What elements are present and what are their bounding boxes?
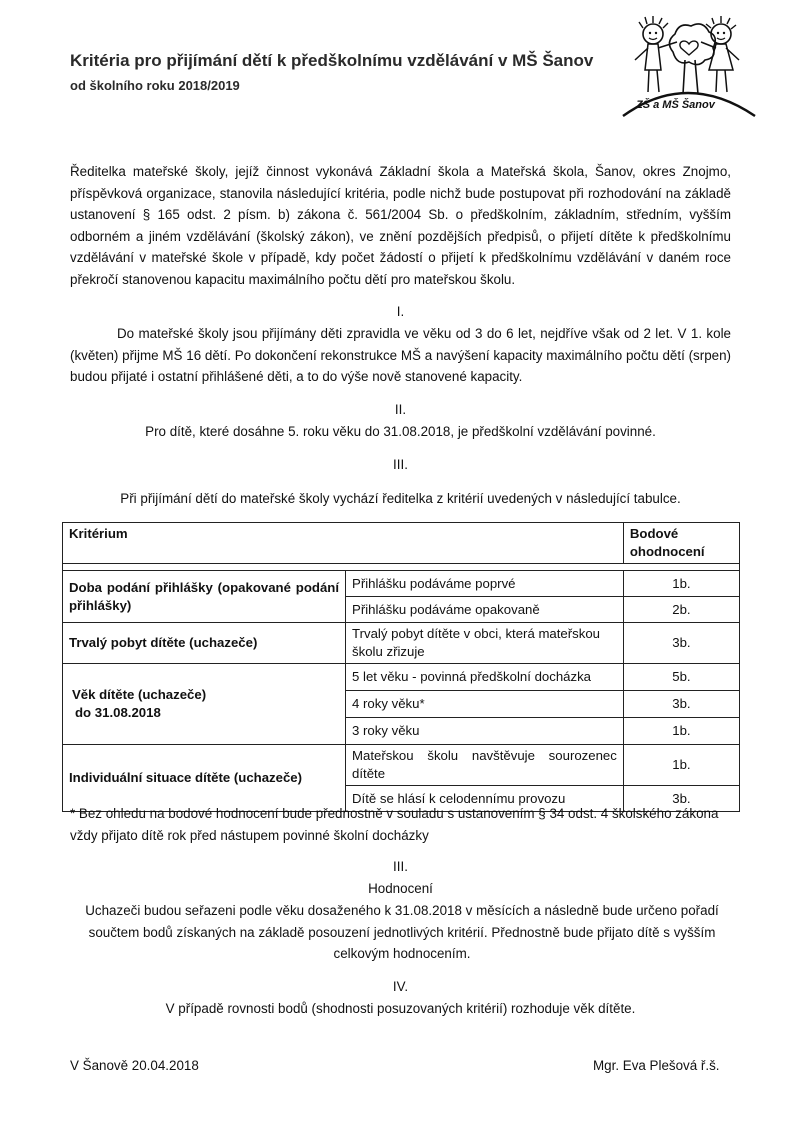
criterion-label: Dítě se hlásí k celodennímu provozu [346, 786, 624, 812]
header-points: Bodové ohodnocení [623, 523, 739, 564]
criterion-points: 5b. [623, 664, 739, 691]
section-5-text: V případě rovnosti bodů (shodnosti posuzovaných kritérií) rozhoduje věk dítěte. [165, 1001, 636, 1016]
criterion-points: 1b. [623, 745, 739, 786]
section-2-text: Pro dítě, které dosáhne 5. roku věku do 31.08.2018, je předškolní vzdělávání povinné. [145, 424, 656, 439]
section-3-text: Při přijímání dětí do mateřské školy vychází ředitelka z kritérií uvedených v následující tabulce. [120, 491, 681, 506]
group-name [63, 571, 346, 623]
criterion-label: 3 roky věku [346, 718, 624, 745]
group-name: Individuální situace dítěte (uchazeče) [63, 745, 346, 812]
signature: Mgr. Eva Plešová ř.š. [593, 1058, 720, 1073]
criterion-points: 3b. [623, 786, 739, 812]
section-5-heading: IV. [392, 979, 409, 994]
group-name-text: Doba podání přihlášky (opakované podání přihlášky) [69, 579, 340, 613]
table-row [63, 745, 740, 786]
criterion-points: 3b. [623, 623, 739, 664]
criterion-points: 1b. [623, 718, 739, 745]
table-row [63, 664, 740, 691]
criterion-label: Přihlášku podáváme poprvé [346, 571, 624, 597]
table-header-row [63, 523, 740, 564]
table-spacer [63, 564, 740, 571]
section-1-heading: I. [396, 304, 405, 319]
section-1-text: Do mateřské školy jsou přijímány děti zpravidla ve věku od 3 do 6 let, nejdříve však od 2 let. V 1. kole (květen) přijme MŠ 16 dětí. Po dokončení rekonstrukce MŠ a navýšení kapacity maximálního počtu dětí (srpen) budou přijaté i ostatní přihlášené děti, a to do výše nově stanovené kapacity. [70, 326, 731, 385]
group-name: Trvalý pobyt dítěte (uchazeče) [63, 623, 346, 664]
criterion-label: Mateřskou školu navštěvuje sourozenec dítěte [346, 745, 624, 786]
criterion-label: Přihlášku podáváme opakovaně [346, 597, 624, 623]
header-criterion: Kritérium [63, 523, 624, 564]
table-row [63, 623, 740, 664]
criterion-points: 3b. [623, 691, 739, 718]
criterion-points: 1b. [623, 571, 739, 597]
logo-caption: ZŠ a MŠ Šanov [636, 99, 715, 111]
criterion-label: 4 roky věku* [346, 691, 624, 718]
table-row [63, 571, 740, 597]
section-4-subheading: Hodnocení [368, 881, 433, 896]
section-2-heading: II. [394, 402, 407, 417]
criteria-table [62, 522, 740, 812]
criterion-points: 2b. [623, 597, 739, 623]
section-4-heading: III. [393, 859, 408, 874]
table-footnote: * Bez ohledu na bodové hodnocení bude přednostně v souladu s ustanovením § 34 odst. 4 školského zákona vždy přijato dítě rok před nástupem povinné školní docházky [70, 806, 719, 843]
page-title: Kritéria pro přijímání dětí k předškolnímu vzdělávání v MŠ Šanov [70, 51, 594, 70]
section-3-heading: III. [393, 457, 408, 472]
criterion-label: 5 let věku - povinná předškolní docházka [346, 664, 624, 691]
section-4-text: Uchazeči budou seřazeni podle věku dosaženého k 31.08.2018 v měsících a následně bude určeno pořadí součtem bodů získaných na základě posouzení jednotlivých kritérií. Přednostně bude přijato dítě s vyšším celkovým hodnocením. [85, 903, 719, 962]
criterion-label: Trvalý pobyt dítěte v obci, která mateřskou školu zřizuje [346, 623, 624, 664]
page-subtitle: od školního roku 2018/2019 [70, 78, 240, 93]
group-name [63, 664, 346, 745]
intro-paragraph: Ředitelka mateřské školy, jejíž činnost vykonává Základní škola a Mateřská škola, Šanov, okres Znojmo, příspěvková organizace, stanovila následující kritéria, podle nichž bude postupovat při rozhodování na základě ustanovení § 165 odst. 2 písm. b) zákona č. 561/2004 Sb. o předškolním, základním, středním, vyšším odborném a jiném vzdělávání (školský zákon), ve znění pozdějších předpisů, o přijetí dítěte k předškolnímu vzdělávání v mateřské škole v případě, kdy počet žádostí o přijetí k předškolnímu vzdělávání v daném roce překročí stanovenou kapacitu maximálního počtu dětí pro mateřskou školu. [70, 164, 731, 287]
group-name-line1: Věk dítěte (uchazeče) [72, 687, 207, 702]
place-date: V Šanově 20.04.2018 [70, 1058, 199, 1073]
group-name-line2: do 31.08.2018 [75, 705, 161, 720]
